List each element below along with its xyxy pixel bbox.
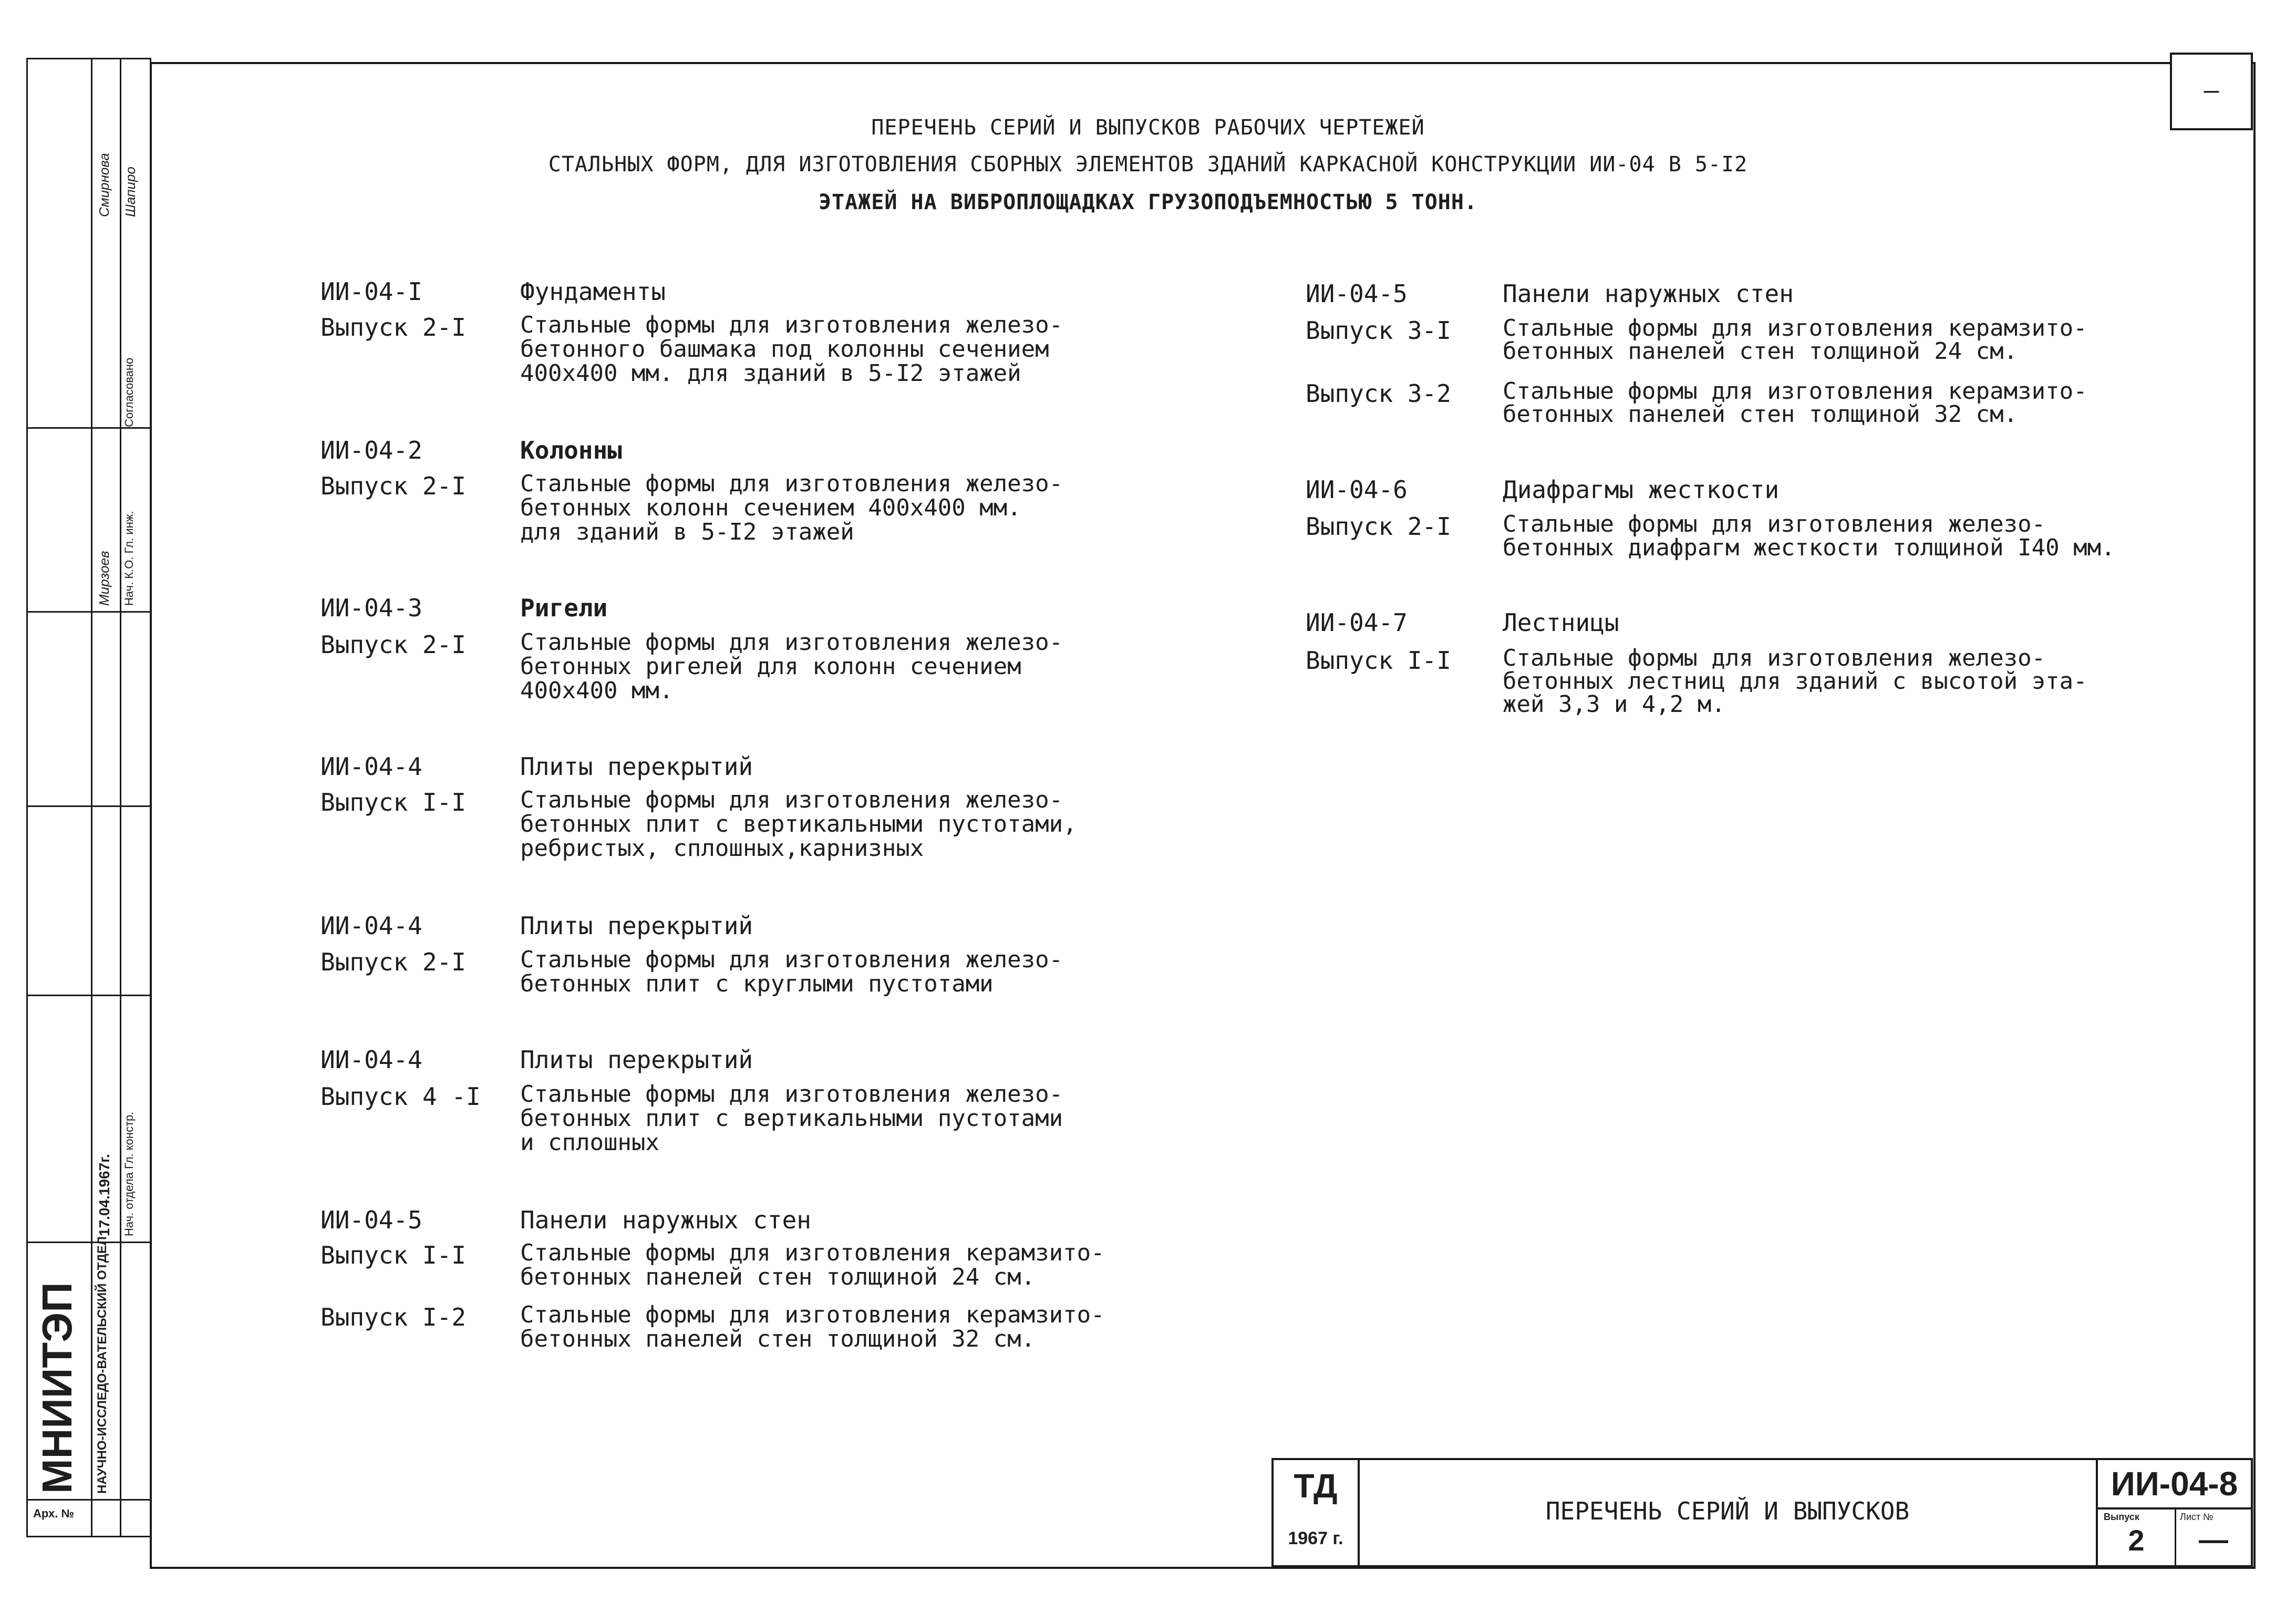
issue-code: Выпуск I-I (320, 1241, 466, 1269)
stamp-signatory: Смирнова (96, 153, 112, 217)
series-name: Диафрагмы жесткости (1503, 475, 1780, 504)
issue-code: Выпуск 2-I (320, 313, 466, 342)
series-code: ИИ-04-4 (320, 912, 422, 940)
stamp-row: Нач. К.О. Гл. инж. (122, 511, 136, 606)
series-code: ИИ-04-I (320, 277, 422, 306)
stamp-row: Нач. отдела Гл. констр. (122, 1111, 136, 1236)
issue-code: Выпуск 4 -I (320, 1082, 481, 1111)
issue-desc-line: бетонных диафрагм жесткости толщиной I40 мм. (1503, 534, 2115, 561)
sheet-label: Лист № (2180, 1512, 2214, 1522)
issue-label: Выпуск (2104, 1512, 2139, 1522)
stamp-department: НАУЧНО-ИССЛЕДО-ВАТЕЛЬСКИЙ ОТДЕЛ (95, 1236, 109, 1494)
issue-desc-line: Стальные формы для изготовления железо- (1503, 645, 2046, 671)
issue-desc-line: бетонных плит с круглыми пустотами (520, 970, 994, 997)
issue-desc-line: Стальные формы для изготовления керамзито- (1503, 315, 2087, 342)
issue-code: Выпуск 2-I (1306, 512, 1451, 541)
series-code: ИИ-04-6 (1306, 475, 1408, 504)
series-name: Панели наружных стен (520, 1206, 811, 1234)
issue-desc-line: бетонных ригелей для колонн сечением (520, 653, 1021, 680)
archive-number-label: Арх. № (33, 1507, 75, 1520)
issue-desc-line: для зданий в 5-I2 этажей (520, 519, 854, 545)
issue-desc-line: бетонных панелей стен толщиной 24 см. (520, 1264, 1036, 1290)
stamp-institute: МНИИТЭП (34, 1282, 80, 1494)
stamp-date: 17.04.1967г. (96, 1154, 112, 1236)
sheet-number: — (2199, 1523, 2228, 1556)
series-code: ИИ-04-5 (320, 1206, 422, 1234)
issue-desc-line: бетонных панелей стен толщиной 32 см. (1503, 401, 2018, 428)
title-line-1: ПЕРЕЧЕНЬ СЕРИЙ И ВЫПУСКОВ РАБОЧИХ ЧЕРТЕЖЕЙ (871, 116, 1425, 140)
issue-code: Выпуск I-2 (320, 1303, 466, 1331)
series-code: ИИ-04-3 (320, 594, 422, 622)
issue-code: Выпуск I-I (1306, 646, 1451, 675)
issue-code: Выпуск 2-I (320, 948, 466, 976)
issue-desc-line: Стальные формы для изготовления железо- (520, 1081, 1063, 1108)
issue-code: Выпуск 3-I (1306, 316, 1451, 345)
issue-desc-line: Стальные формы для изготовления железо- (520, 470, 1063, 497)
issue-desc-line: Стальные формы для изготовления керамзито- (1503, 378, 2087, 405)
series-number: ИИ-04-8 (2111, 1465, 2238, 1503)
issue-desc-line: Стальные формы для изготовления железо- (1503, 511, 2046, 537)
stamp-signatory: Мирзоев (96, 551, 112, 606)
issue-desc-line: бетонных панелей стен толщиной 24 см. (1503, 338, 2018, 365)
series-code: ИИ-04-4 (320, 1046, 422, 1074)
series-name: Колонны (520, 436, 622, 464)
issue-desc-line: Стальные формы для изготовления керамзито- (520, 1239, 1105, 1266)
title-line-3: ЭТАЖЕЙ НА ВИБРОПЛОЩАДКАХ ГРУЗОПОДЪЕМНОСТЬЮ 5 ТОНН. (818, 190, 1478, 214)
title-block (1271, 1458, 2253, 1567)
issue-desc-line: бетонных колонн сечением 400x400 мм. (520, 494, 1021, 521)
series-code: ИИ-04-5 (1306, 280, 1408, 308)
series-code: ИИ-04-4 (320, 752, 422, 781)
issue-desc-line: Стальные формы для изготовления керамзито- (520, 1301, 1105, 1328)
issue-desc-line: 400x400 мм. для зданий в 5-I2 этажей (520, 360, 1021, 387)
issue-desc-line: бетонного башмака под колонны сечением (520, 336, 1049, 363)
series-name: Плиты перекрытий (520, 1046, 753, 1074)
issue-desc-line: бетонных лестниц для зданий с высотой эта- (1503, 668, 2087, 695)
series-name: Плиты перекрытий (520, 752, 753, 781)
issue-desc-line: бетонных плит с вертикальными пустотами (520, 1105, 1063, 1132)
issue-desc-line: и сплошных (520, 1129, 659, 1156)
issue-desc-line: Стальные формы для изготовления железо- (520, 312, 1063, 338)
series-name: Лестницы (1503, 608, 1619, 637)
year: 1967 г. (1288, 1528, 1343, 1548)
corner-sheet-number: — (2204, 76, 2219, 105)
stamp-signatory: Шапиро (122, 167, 138, 217)
series-code: ИИ-04-2 (320, 436, 422, 464)
issue-number: 2 (2128, 1524, 2145, 1557)
series-name: Ригели (520, 594, 608, 622)
issue-desc-line: ребристых, сплошных,карнизных (520, 835, 924, 862)
issue-code: Выпуск I-I (320, 788, 466, 816)
issue-code: Выпуск 2-I (320, 630, 466, 659)
issue-desc-line: Стальные формы для изготовления железо- (520, 787, 1063, 813)
issue-desc-line: 400x400 мм. (520, 677, 674, 704)
title-block-caption: ПЕРЕЧЕНЬ СЕРИЙ И ВЫПУСКОВ (1545, 1497, 1910, 1525)
approval-stamp (26, 58, 151, 1537)
issue-desc-line: бетонных панелей стен толщиной 32 см. (520, 1326, 1036, 1352)
org-code: ТД (1294, 1467, 1338, 1505)
series-name: Фундаменты (520, 277, 666, 306)
issue-desc-line: бетонных плит с вертикальными пустотами, (520, 811, 1077, 837)
series-code: ИИ-04-7 (1306, 608, 1408, 637)
issue-code: Выпуск 3-2 (1306, 379, 1451, 408)
series-name: Плиты перекрытий (520, 912, 753, 940)
issue-desc-line: жей 3,3 и 4,2 м. (1503, 691, 1725, 718)
issue-code: Выпуск 2-I (320, 472, 466, 500)
stamp-row: Согласовано (122, 357, 136, 427)
title-line-2: СТАЛЬНЫХ ФОРМ, ДЛЯ ИЗГОТОВЛЕНИЯ СБОРНЫХ ЭЛЕМЕНТОВ ЗДАНИЙ КАРКАСНОЙ КОНСТРУКЦИИ ИИ-04 В 5-I2 (548, 152, 1748, 177)
issue-desc-line: Стальные формы для изготовления железо- (520, 629, 1063, 656)
series-name: Панели наружных стен (1503, 280, 1794, 308)
issue-desc-line: Стальные формы для изготовления железо- (520, 946, 1063, 973)
